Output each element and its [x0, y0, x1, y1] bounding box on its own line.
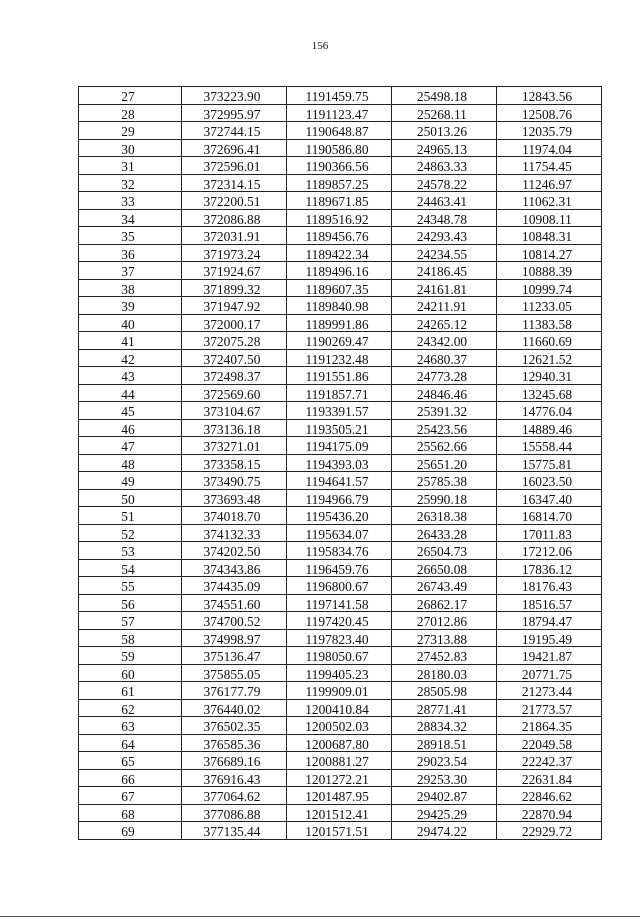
value-cell: 1198050.67 — [287, 647, 392, 665]
row-number-cell: 55 — [79, 577, 182, 595]
table-row — [79, 367, 602, 385]
value-cell: 372596.01 — [182, 157, 287, 175]
value-cell: 17011.83 — [497, 524, 602, 542]
table-body — [79, 87, 602, 840]
value-cell: 372569.60 — [182, 384, 287, 402]
value-cell: 27313.88 — [392, 629, 497, 647]
value-cell: 22929.72 — [497, 822, 602, 840]
value-cell: 28180.03 — [392, 664, 497, 682]
row-number-cell: 52 — [79, 524, 182, 542]
row-number-cell: 49 — [79, 472, 182, 490]
value-cell: 11754.45 — [497, 157, 602, 175]
value-cell: 24463.41 — [392, 192, 497, 210]
value-cell: 1189496.16 — [287, 262, 392, 280]
value-cell: 1196459.76 — [287, 559, 392, 577]
value-cell: 1193391.57 — [287, 402, 392, 420]
value-cell: 14776.04 — [497, 402, 602, 420]
scan-edge-line — [0, 916, 640, 917]
value-cell: 19195.49 — [497, 629, 602, 647]
value-cell: 10814.27 — [497, 244, 602, 262]
value-cell: 1189991.86 — [287, 314, 392, 332]
row-number-cell: 42 — [79, 349, 182, 367]
table-row — [79, 489, 602, 507]
value-cell: 24186.45 — [392, 262, 497, 280]
row-number-cell: 50 — [79, 489, 182, 507]
value-cell: 18794.47 — [497, 612, 602, 630]
table-row — [79, 279, 602, 297]
row-number-cell: 37 — [79, 262, 182, 280]
row-number-cell: 60 — [79, 664, 182, 682]
value-cell: 10888.39 — [497, 262, 602, 280]
value-cell: 25498.18 — [392, 87, 497, 105]
row-number-cell: 53 — [79, 542, 182, 560]
value-cell: 20771.75 — [497, 664, 602, 682]
row-number-cell: 30 — [79, 139, 182, 157]
value-cell: 373223.90 — [182, 87, 287, 105]
value-cell: 25391.32 — [392, 402, 497, 420]
value-cell: 373490.75 — [182, 472, 287, 490]
value-cell: 1194175.09 — [287, 437, 392, 455]
table-row — [79, 559, 602, 577]
table-row — [79, 507, 602, 525]
value-cell: 18516.57 — [497, 594, 602, 612]
row-number-cell: 33 — [79, 192, 182, 210]
table-row — [79, 227, 602, 245]
value-cell: 375855.05 — [182, 664, 287, 682]
value-cell: 371924.67 — [182, 262, 287, 280]
row-number-cell: 62 — [79, 699, 182, 717]
value-cell: 1191459.75 — [287, 87, 392, 105]
table-row — [79, 524, 602, 542]
row-number-cell: 40 — [79, 314, 182, 332]
value-cell: 373693.48 — [182, 489, 287, 507]
row-number-cell: 31 — [79, 157, 182, 175]
value-cell: 11246.97 — [497, 174, 602, 192]
page-number: 156 — [311, 40, 329, 52]
value-cell: 374343.86 — [182, 559, 287, 577]
value-cell: 373136.18 — [182, 419, 287, 437]
value-cell: 24773.28 — [392, 367, 497, 385]
value-cell: 374435.09 — [182, 577, 287, 595]
row-number-cell: 58 — [79, 629, 182, 647]
value-cell: 21864.35 — [497, 717, 602, 735]
value-cell: 26318.38 — [392, 507, 497, 525]
row-number-cell: 27 — [79, 87, 182, 105]
value-cell: 24265.12 — [392, 314, 497, 332]
table-row — [79, 437, 602, 455]
row-number-cell: 48 — [79, 454, 182, 472]
table-row — [79, 664, 602, 682]
value-cell: 26650.08 — [392, 559, 497, 577]
row-number-cell: 28 — [79, 104, 182, 122]
value-cell: 21273.44 — [497, 682, 602, 700]
value-cell: 1195436.20 — [287, 507, 392, 525]
value-cell: 372075.28 — [182, 332, 287, 350]
value-cell: 12940.31 — [497, 367, 602, 385]
value-cell: 11974.04 — [497, 139, 602, 157]
value-cell: 374551.60 — [182, 594, 287, 612]
value-cell: 24161.81 — [392, 279, 497, 297]
value-cell: 1200687.80 — [287, 734, 392, 752]
row-number-cell: 43 — [79, 367, 182, 385]
value-cell: 371899.32 — [182, 279, 287, 297]
value-cell: 1197420.45 — [287, 612, 392, 630]
value-cell: 1193505.21 — [287, 419, 392, 437]
row-number-cell: 41 — [79, 332, 182, 350]
row-number-cell: 34 — [79, 209, 182, 227]
row-number-cell: 39 — [79, 297, 182, 315]
table-row — [79, 314, 602, 332]
row-number-cell: 47 — [79, 437, 182, 455]
table-row — [79, 332, 602, 350]
value-cell: 22049.58 — [497, 734, 602, 752]
value-cell: 376585.36 — [182, 734, 287, 752]
table-row — [79, 262, 602, 280]
value-cell: 372031.91 — [182, 227, 287, 245]
value-cell: 374018.70 — [182, 507, 287, 525]
value-cell: 25651.20 — [392, 454, 497, 472]
value-cell: 12843.56 — [497, 87, 602, 105]
value-cell: 1199909.01 — [287, 682, 392, 700]
value-cell: 372407.50 — [182, 349, 287, 367]
value-cell: 29402.87 — [392, 787, 497, 805]
value-cell: 373358.15 — [182, 454, 287, 472]
value-cell: 24863.33 — [392, 157, 497, 175]
value-cell: 27452.83 — [392, 647, 497, 665]
value-cell: 16347.40 — [497, 489, 602, 507]
value-cell: 1195634.07 — [287, 524, 392, 542]
value-cell: 1201487.95 — [287, 787, 392, 805]
table-row — [79, 402, 602, 420]
row-number-cell: 64 — [79, 734, 182, 752]
table-row — [79, 244, 602, 262]
value-cell: 11383.58 — [497, 314, 602, 332]
value-cell: 25268.11 — [392, 104, 497, 122]
value-cell: 22631.84 — [497, 769, 602, 787]
table-row — [79, 804, 602, 822]
table-row — [79, 122, 602, 140]
table-row — [79, 104, 602, 122]
table-row — [79, 297, 602, 315]
row-number-cell: 59 — [79, 647, 182, 665]
table-row — [79, 769, 602, 787]
value-cell: 372086.88 — [182, 209, 287, 227]
value-cell: 1191123.47 — [287, 104, 392, 122]
value-cell: 1190586.80 — [287, 139, 392, 157]
value-cell: 1191857.71 — [287, 384, 392, 402]
value-cell: 13245.68 — [497, 384, 602, 402]
row-number-cell: 68 — [79, 804, 182, 822]
row-number-cell: 57 — [79, 612, 182, 630]
row-number-cell: 45 — [79, 402, 182, 420]
table-row — [79, 612, 602, 630]
value-cell: 376689.16 — [182, 752, 287, 770]
value-cell: 26862.17 — [392, 594, 497, 612]
value-cell: 10848.31 — [497, 227, 602, 245]
row-number-cell: 61 — [79, 682, 182, 700]
value-cell: 25990.18 — [392, 489, 497, 507]
value-cell: 10908.11 — [497, 209, 602, 227]
value-cell: 18176.43 — [497, 577, 602, 595]
value-cell: 25423.56 — [392, 419, 497, 437]
table-row — [79, 787, 602, 805]
row-number-cell: 65 — [79, 752, 182, 770]
value-cell: 12621.52 — [497, 349, 602, 367]
value-cell: 1201272.21 — [287, 769, 392, 787]
table-row — [79, 699, 602, 717]
value-cell: 22242.37 — [497, 752, 602, 770]
table-row — [79, 717, 602, 735]
row-number-cell: 46 — [79, 419, 182, 437]
value-cell: 1194393.03 — [287, 454, 392, 472]
value-cell: 373271.01 — [182, 437, 287, 455]
row-number-cell: 32 — [79, 174, 182, 192]
row-number-cell: 54 — [79, 559, 182, 577]
value-cell: 1200881.27 — [287, 752, 392, 770]
table-row — [79, 209, 602, 227]
row-number-cell: 66 — [79, 769, 182, 787]
value-cell: 11233.05 — [497, 297, 602, 315]
table-row — [79, 629, 602, 647]
value-cell: 1201512.41 — [287, 804, 392, 822]
value-cell: 21773.57 — [497, 699, 602, 717]
row-number-cell: 29 — [79, 122, 182, 140]
value-cell: 27012.86 — [392, 612, 497, 630]
value-cell: 1200502.03 — [287, 717, 392, 735]
value-cell: 372200.51 — [182, 192, 287, 210]
table-row — [79, 87, 602, 105]
row-number-cell: 63 — [79, 717, 182, 735]
value-cell: 29474.22 — [392, 822, 497, 840]
value-cell: 14889.46 — [497, 419, 602, 437]
value-cell: 374700.52 — [182, 612, 287, 630]
table-row — [79, 349, 602, 367]
value-cell: 25562.66 — [392, 437, 497, 455]
value-cell: 12508.76 — [497, 104, 602, 122]
value-cell: 16023.50 — [497, 472, 602, 490]
value-cell: 24234.55 — [392, 244, 497, 262]
value-cell: 24578.22 — [392, 174, 497, 192]
value-cell: 372498.37 — [182, 367, 287, 385]
table-row — [79, 472, 602, 490]
row-number-cell: 67 — [79, 787, 182, 805]
value-cell: 26433.28 — [392, 524, 497, 542]
row-number-cell: 56 — [79, 594, 182, 612]
value-cell: 371947.92 — [182, 297, 287, 315]
value-cell: 24293.43 — [392, 227, 497, 245]
value-cell: 1190269.47 — [287, 332, 392, 350]
value-cell: 374998.97 — [182, 629, 287, 647]
value-cell: 373104.67 — [182, 402, 287, 420]
value-cell: 29425.29 — [392, 804, 497, 822]
value-cell: 371973.24 — [182, 244, 287, 262]
value-cell: 24348.78 — [392, 209, 497, 227]
value-cell: 1191232.48 — [287, 349, 392, 367]
table-row — [79, 542, 602, 560]
value-cell: 15558.44 — [497, 437, 602, 455]
coordinates-table — [78, 86, 602, 840]
value-cell: 22846.62 — [497, 787, 602, 805]
table-row — [79, 384, 602, 402]
value-cell: 376502.35 — [182, 717, 287, 735]
value-cell: 372995.97 — [182, 104, 287, 122]
value-cell: 1189840.98 — [287, 297, 392, 315]
value-cell: 372000.17 — [182, 314, 287, 332]
table-row — [79, 752, 602, 770]
value-cell: 12035.79 — [497, 122, 602, 140]
value-cell: 28834.32 — [392, 717, 497, 735]
value-cell: 28918.51 — [392, 734, 497, 752]
table-row — [79, 419, 602, 437]
value-cell: 28771.41 — [392, 699, 497, 717]
row-number-cell: 69 — [79, 822, 182, 840]
value-cell: 15775.81 — [497, 454, 602, 472]
value-cell: 1200410.84 — [287, 699, 392, 717]
value-cell: 22870.94 — [497, 804, 602, 822]
value-cell: 1201571.51 — [287, 822, 392, 840]
value-cell: 1191551.86 — [287, 367, 392, 385]
value-cell: 24846.46 — [392, 384, 497, 402]
value-cell: 1189671.85 — [287, 192, 392, 210]
value-cell: 372314.15 — [182, 174, 287, 192]
value-cell: 17212.06 — [497, 542, 602, 560]
value-cell: 19421.87 — [497, 647, 602, 665]
row-number-cell: 38 — [79, 279, 182, 297]
value-cell: 17836.12 — [497, 559, 602, 577]
value-cell: 24342.00 — [392, 332, 497, 350]
value-cell: 1195834.76 — [287, 542, 392, 560]
value-cell: 1197823.40 — [287, 629, 392, 647]
value-cell: 376177.79 — [182, 682, 287, 700]
value-cell: 1196800.67 — [287, 577, 392, 595]
value-cell: 377135.44 — [182, 822, 287, 840]
table-row — [79, 577, 602, 595]
value-cell: 26504.73 — [392, 542, 497, 560]
value-cell: 25785.38 — [392, 472, 497, 490]
table-row — [79, 822, 602, 840]
value-cell: 1189516.92 — [287, 209, 392, 227]
row-number-cell: 44 — [79, 384, 182, 402]
value-cell: 24680.37 — [392, 349, 497, 367]
value-cell: 376440.02 — [182, 699, 287, 717]
table-row — [79, 682, 602, 700]
table-row — [79, 174, 602, 192]
table-row — [79, 454, 602, 472]
value-cell: 16814.70 — [497, 507, 602, 525]
value-cell: 1190366.56 — [287, 157, 392, 175]
value-cell: 24211.91 — [392, 297, 497, 315]
value-cell: 29253.30 — [392, 769, 497, 787]
value-cell: 24965.13 — [392, 139, 497, 157]
table-row — [79, 157, 602, 175]
value-cell: 374202.50 — [182, 542, 287, 560]
value-cell: 11062.31 — [497, 192, 602, 210]
value-cell: 1189456.76 — [287, 227, 392, 245]
value-cell: 26743.49 — [392, 577, 497, 595]
row-number-cell: 51 — [79, 507, 182, 525]
value-cell: 10999.74 — [497, 279, 602, 297]
value-cell: 1189607.35 — [287, 279, 392, 297]
value-cell: 1189422.34 — [287, 244, 392, 262]
value-cell: 376916.43 — [182, 769, 287, 787]
value-cell: 1194641.57 — [287, 472, 392, 490]
table-row — [79, 647, 602, 665]
value-cell: 372744.15 — [182, 122, 287, 140]
value-cell: 1199405.23 — [287, 664, 392, 682]
table-row — [79, 192, 602, 210]
row-number-cell: 35 — [79, 227, 182, 245]
table-row — [79, 594, 602, 612]
value-cell: 374132.33 — [182, 524, 287, 542]
value-cell: 1197141.58 — [287, 594, 392, 612]
value-cell: 372696.41 — [182, 139, 287, 157]
value-cell: 375136.47 — [182, 647, 287, 665]
value-cell: 28505.98 — [392, 682, 497, 700]
row-number-cell: 36 — [79, 244, 182, 262]
value-cell: 29023.54 — [392, 752, 497, 770]
value-cell: 1194966.79 — [287, 489, 392, 507]
value-cell: 11660.69 — [497, 332, 602, 350]
value-cell: 377086.88 — [182, 804, 287, 822]
table-row — [79, 734, 602, 752]
value-cell: 1189857.25 — [287, 174, 392, 192]
value-cell: 377064.62 — [182, 787, 287, 805]
table-row — [79, 139, 602, 157]
value-cell: 1190648.87 — [287, 122, 392, 140]
value-cell: 25013.26 — [392, 122, 497, 140]
